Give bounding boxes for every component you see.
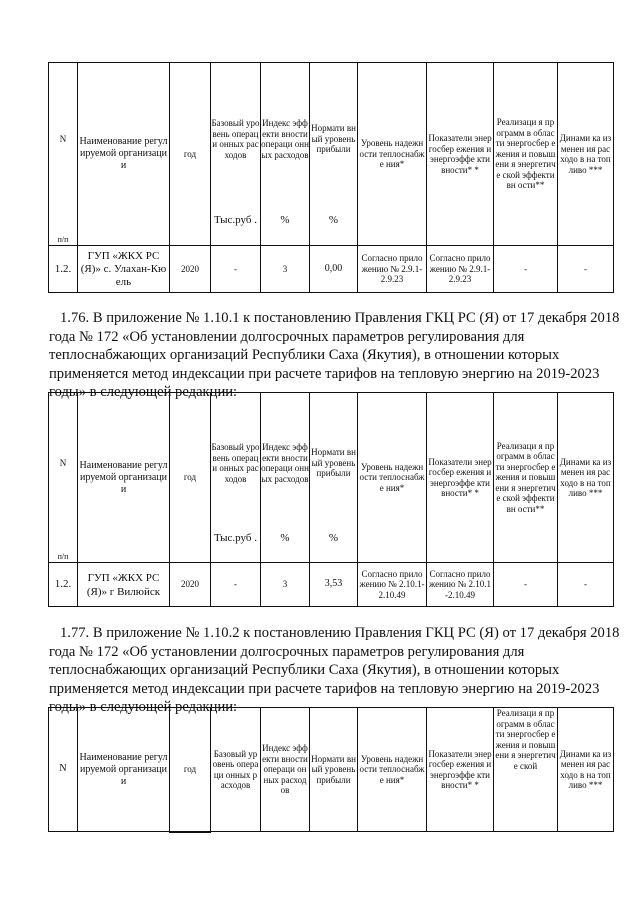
paragraph-line: годы» в следующей редакции: [49,699,238,716]
header-programs: Реализаци я программ в области энергосбер ежения и повышени я энергетиче ской [494,708,558,832]
row-dynamics: - [558,563,614,607]
header-norm-cell [310,63,358,246]
header-dynamics: Динами ка изменен ия расходо в на топливо *** [558,708,614,832]
header-dynamics: Динами ка изменен ия расходо в на топливо *** [558,63,614,246]
header-index: Индекс эффекти вности операци онных расходов [261,118,309,160]
unit-base: Тыс.руб . [213,214,257,226]
header-name: Наименование регулируемой организации [78,708,170,832]
paragraph-line: теплоснабжающих организаций Республики Саха (Якутия), в отношении которых [49,662,560,679]
table-row [49,563,614,607]
header-norm: Нормати вный уровень прибыли [310,708,358,832]
header-reliability: Уровень надежности теплоснабже ния* [358,393,427,563]
header-np: п/п [57,551,69,561]
paragraph-line: применяется метод индексации при расчете тарифов на тепловую энергию на 2019-2023 [49,365,600,382]
row-year: 2020 [170,563,211,607]
header-programs: Реализаци я программ в области энергосбер ежения и повышени я энергетиче ской эффективн ости** [494,63,558,246]
row-index: 3 [261,563,310,607]
table-row [49,246,614,293]
paragraph-line: теплоснабжающих организаций Республики Саха (Якутия), в отношении которых [49,347,560,364]
header-programs: Реализаци я программ в области энергосбер ежения и повышени я энергетиче ской эффективн ости** [494,393,558,563]
header-reliability: Уровень надежности теплоснабже ния* [358,708,427,832]
row-reliability: Согласно приложению № 2.10.1-2.10.49 [358,563,427,607]
header-year: год [170,708,211,832]
header-n: N [59,457,67,468]
header-base: Базовый уровень операци онных расходов [211,442,260,484]
header-norm: Нормати вный уровень прибыли [311,447,356,479]
row-num: 1.2. [49,246,78,293]
unit-index: % [280,214,290,226]
header-n: N [49,708,78,832]
header-year: год [170,393,211,563]
header-base: Базовый уровень операци онных расходов [211,118,260,160]
paragraph-line: 1.77. В приложение № 1.10.2 к постановлению Правления ГКЦ РС (Я) от 17 декабря 2018 [60,625,620,641]
header-np: п/п [57,234,69,244]
header-norm: Нормати вный уровень прибыли [311,123,356,155]
header-n: N [59,133,67,144]
row-dynamics: - [558,246,614,293]
header-name: Наименование регулируемой организации [78,63,170,246]
header-base: Базовый уровень операци онных расходов [211,708,261,832]
unit-index: % [280,532,290,544]
unit-norm: % [328,532,339,544]
table-3 [48,707,614,833]
header-base-cell [211,63,261,246]
paragraph-line: 1.76. В приложение № 1.10.1 к постановлению Правления ГКЦ РС (Я) от 17 декабря 2018 [60,310,620,326]
paragraph-line: годы» в следующей редакции: [49,384,238,401]
row-year: 2020 [170,246,211,293]
row-programs: - [494,246,558,293]
header-n-cell [49,393,78,563]
table-2 [48,392,614,607]
header-base-cell [211,393,261,563]
header-index-cell [261,393,310,563]
header-dynamics: Динами ка изменен ия расходо в на топливо *** [558,393,614,563]
header-n-cell [49,63,78,246]
header-energy: Показатели энергосбер ежения и энергоэффе ктивности* * [427,708,494,832]
header-index-cell [261,63,310,246]
paragraph-line: года № 172 «Об установлении долгосрочных параметров регулирования для [49,643,525,660]
paragraph-line: применяется метод индексации при расчете тарифов на тепловую энергию на 2019-2023 [49,680,600,697]
unit-norm: % [328,214,339,226]
paragraph-1-76 [49,309,620,402]
row-num: 1.2. [49,563,78,607]
header-energy: Показатели энергосбер ежения и энергоэффе ктивности* * [427,63,494,246]
unit-base: Тыс.руб . [213,532,257,544]
row-reliability: Согласно приложению № 2.9.1-2.9.23 [358,246,427,293]
header-norm-cell [310,393,358,563]
row-energy: Согласно приложению № 2.10.1-2.10.49 [427,563,494,607]
row-energy: Согласно приложению № 2.9.1-2.9.23 [427,246,494,293]
header-year: год [170,63,211,246]
paragraph-1-77 [49,624,620,717]
row-base: - [211,246,261,293]
row-org-name: ГУП «ЖКХ РС (Я)» с. Улахан-Кюель [78,246,170,293]
row-norm: 0,00 [310,246,358,293]
header-name: Наименование регулируемой организации [78,393,170,563]
row-base: - [211,563,261,607]
table-1 [48,62,614,293]
row-org-name: ГУП «ЖКХ РС (Я)» г Вилюйск [78,563,170,607]
header-index: Индекс эффекти вности операци онных расходов [261,442,309,484]
row-norm: 3,53 [310,563,358,607]
header-index: Индекс эффекти вности операци онных расходов [261,708,310,832]
header-reliability: Уровень надежности теплоснабже ния* [358,63,427,246]
row-programs: - [494,563,558,607]
paragraph-line: года № 172 «Об установлении долгосрочных параметров регулирования для [49,328,525,345]
row-index: 3 [261,246,310,293]
header-energy: Показатели энергосбер ежения и энергоэффе ктивности* * [427,393,494,563]
